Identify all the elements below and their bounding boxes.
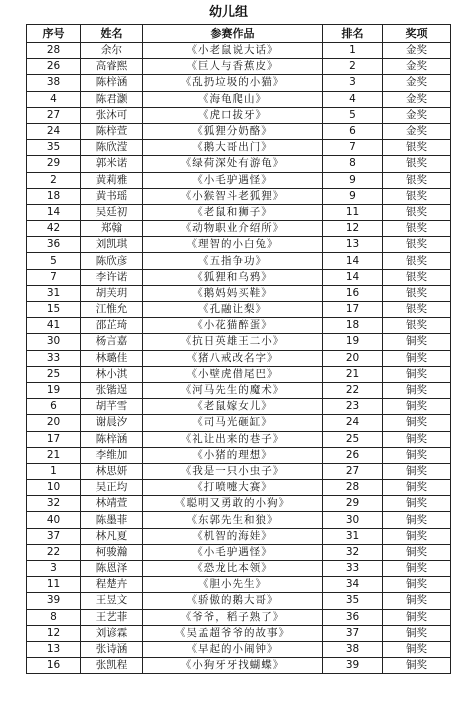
cell-award: 银奖 [383,140,451,156]
cell-serial: 38 [27,75,81,91]
table-row [27,188,451,204]
cell-rank: 27 [323,463,383,479]
table-row [27,59,451,75]
cell-name: 陈墨菲 [81,512,143,528]
cell-serial: 5 [27,253,81,269]
cell-serial: 41 [27,318,81,334]
table-row [27,609,451,625]
cell-rank: 8 [323,156,383,172]
cell-name: 刘凯琪 [81,237,143,253]
cell-work: 《猪八戒改名字》 [143,350,323,366]
cell-rank: 32 [323,544,383,560]
cell-award: 金奖 [383,91,451,107]
cell-award: 铜奖 [383,447,451,463]
table-row [27,480,451,496]
cell-rank: 36 [323,609,383,625]
cell-award: 金奖 [383,75,451,91]
cell-work: 《小壁虎借尾巴》 [143,366,323,382]
cell-work: 《小老鼠说大话》 [143,43,323,59]
cell-award: 金奖 [383,43,451,59]
cell-serial: 18 [27,188,81,204]
cell-name: 高睿熙 [81,59,143,75]
cell-name: 陈梓涵 [81,75,143,91]
cell-name: 余尔 [81,43,143,59]
cell-work: 《抗日英雄王二小》 [143,334,323,350]
cell-work: 《恐龙比本领》 [143,561,323,577]
cell-award: 银奖 [383,318,451,334]
cell-award: 银奖 [383,269,451,285]
cell-work: 《河马先生的魔术》 [143,382,323,398]
cell-serial: 1 [27,463,81,479]
table-row [27,399,451,415]
cell-name: 林凡夏 [81,528,143,544]
cell-work: 《狐狸分奶酪》 [143,123,323,139]
table-row [27,350,451,366]
cell-serial: 3 [27,561,81,577]
header-serial: 序号 [27,25,81,43]
table-row [27,658,451,674]
cell-work: 《小毛驴遇怪》 [143,172,323,188]
table-row [27,382,451,398]
cell-name: 李维加 [81,447,143,463]
cell-work: 《聪明又勇敢的小狗》 [143,496,323,512]
cell-name: 林靖萱 [81,496,143,512]
cell-work: 《孔融让梨》 [143,302,323,318]
table-row [27,75,451,91]
cell-rank: 33 [323,561,383,577]
header-work: 参赛作品 [143,25,323,43]
cell-award: 银奖 [383,172,451,188]
cell-serial: 8 [27,609,81,625]
cell-name: 林小淇 [81,366,143,382]
cell-award: 铜奖 [383,415,451,431]
cell-name: 吴廷初 [81,204,143,220]
cell-serial: 29 [27,156,81,172]
cell-serial: 21 [27,447,81,463]
header-name: 姓名 [81,25,143,43]
cell-rank: 9 [323,188,383,204]
cell-award: 金奖 [383,123,451,139]
cell-name: 程楚卉 [81,577,143,593]
cell-rank: 39 [323,658,383,674]
cell-name: 郭米诺 [81,156,143,172]
table-row [27,641,451,657]
cell-work: 《绿荷深处有游龟》 [143,156,323,172]
cell-name: 李许诺 [81,269,143,285]
cell-rank: 12 [323,221,383,237]
table-row [27,318,451,334]
cell-rank: 3 [323,75,383,91]
table-row [27,302,451,318]
cell-name: 张锴逞 [81,382,143,398]
cell-serial: 7 [27,269,81,285]
cell-serial: 39 [27,593,81,609]
cell-serial: 6 [27,399,81,415]
cell-serial: 2 [27,172,81,188]
table-row [27,107,451,123]
cell-work: 《小猴智斗老狐狸》 [143,188,323,204]
cell-work: 《我是一只小虫子》 [143,463,323,479]
cell-serial: 10 [27,480,81,496]
cell-work: 《老鼠嫁女儿》 [143,399,323,415]
cell-work: 《五指争功》 [143,253,323,269]
cell-award: 银奖 [383,253,451,269]
cell-award: 银奖 [383,302,451,318]
cell-name: 吴正均 [81,480,143,496]
cell-rank: 4 [323,91,383,107]
cell-serial: 22 [27,544,81,560]
table-row [27,625,451,641]
cell-serial: 12 [27,625,81,641]
cell-award: 铜奖 [383,577,451,593]
cell-work: 《胆小先生》 [143,577,323,593]
cell-serial: 28 [27,43,81,59]
table-row [27,463,451,479]
cell-name: 谢晨汐 [81,415,143,431]
cell-work: 《小狗牙牙找蝴蝶》 [143,658,323,674]
header-row [27,25,451,43]
cell-serial: 14 [27,204,81,220]
cell-award: 铜奖 [383,350,451,366]
table-row [27,91,451,107]
cell-name: 陈恩泽 [81,561,143,577]
cell-name: 柯骏瀚 [81,544,143,560]
cell-work: 《狐狸和乌鸦》 [143,269,323,285]
cell-work: 《爷爷，稻子熟了》 [143,609,323,625]
cell-award: 铜奖 [383,593,451,609]
cell-serial: 32 [27,496,81,512]
cell-name: 陈梓萱 [81,123,143,139]
cell-award: 金奖 [383,107,451,123]
cell-work: 《老鼠和狮子》 [143,204,323,220]
cell-award: 铜奖 [383,544,451,560]
cell-rank: 26 [323,447,383,463]
cell-work: 《鹅大哥出门》 [143,140,323,156]
cell-name: 陈梓涵 [81,431,143,447]
cell-work: 《骄傲的鹅大哥》 [143,593,323,609]
cell-serial: 33 [27,350,81,366]
cell-name: 王艺菲 [81,609,143,625]
table-row [27,512,451,528]
cell-work: 《司马光砸缸》 [143,415,323,431]
cell-serial: 19 [27,382,81,398]
cell-serial: 36 [27,237,81,253]
cell-work: 《机智的海娃》 [143,528,323,544]
cell-name: 胡芙玥 [81,285,143,301]
cell-name: 林思妍 [81,463,143,479]
table-row [27,577,451,593]
table-row [27,123,451,139]
cell-work: 《海龟爬山》 [143,91,323,107]
cell-name: 郑翰 [81,221,143,237]
cell-rank: 20 [323,350,383,366]
cell-name: 张诗涵 [81,641,143,657]
cell-serial: 13 [27,641,81,657]
cell-rank: 17 [323,302,383,318]
cell-rank: 21 [323,366,383,382]
header-award: 奖项 [383,25,451,43]
cell-award: 铜奖 [383,609,451,625]
cell-name: 陈欣滢 [81,140,143,156]
cell-serial: 20 [27,415,81,431]
cell-name: 王昱文 [81,593,143,609]
cell-name: 刘谚霖 [81,625,143,641]
header-rank: 排名 [323,25,383,43]
cell-award: 铜奖 [383,366,451,382]
cell-rank: 28 [323,480,383,496]
cell-name: 江惟允 [81,302,143,318]
cell-serial: 25 [27,366,81,382]
cell-rank: 30 [323,512,383,528]
cell-rank: 19 [323,334,383,350]
cell-award: 银奖 [383,221,451,237]
cell-rank: 14 [323,253,383,269]
cell-work: 《鹅妈妈买鞋》 [143,285,323,301]
table-row [27,447,451,463]
cell-rank: 11 [323,204,383,220]
cell-rank: 25 [323,431,383,447]
cell-award: 铜奖 [383,334,451,350]
table-row [27,204,451,220]
cell-work: 《早起的小闹钟》 [143,641,323,657]
cell-name: 陈欣彦 [81,253,143,269]
cell-serial: 27 [27,107,81,123]
table-row [27,561,451,577]
cell-serial: 30 [27,334,81,350]
cell-award: 铜奖 [383,658,451,674]
cell-work: 《吴孟超爷爷的故事》 [143,625,323,641]
cell-award: 铜奖 [383,382,451,398]
table-row [27,528,451,544]
cell-serial: 31 [27,285,81,301]
cell-serial: 15 [27,302,81,318]
cell-award: 铜奖 [383,480,451,496]
cell-work: 《乱扔垃圾的小猫》 [143,75,323,91]
cell-name: 陈君灏 [81,91,143,107]
cell-work: 《小毛驴遇怪》 [143,544,323,560]
cell-award: 银奖 [383,237,451,253]
cell-rank: 16 [323,285,383,301]
table-row [27,415,451,431]
table-row [27,221,451,237]
cell-serial: 40 [27,512,81,528]
table-row [27,140,451,156]
cell-work: 《小猪的理想》 [143,447,323,463]
cell-name: 张沐可 [81,107,143,123]
table-row [27,431,451,447]
cell-award: 铜奖 [383,625,451,641]
cell-work: 《巨人与香蕉皮》 [143,59,323,75]
cell-rank: 9 [323,172,383,188]
cell-award: 铜奖 [383,528,451,544]
cell-rank: 34 [323,577,383,593]
cell-award: 银奖 [383,156,451,172]
cell-award: 金奖 [383,59,451,75]
page-title: 幼儿组 [208,5,248,20]
cell-serial: 37 [27,528,81,544]
cell-work: 《理智的小白兔》 [143,237,323,253]
table-row [27,544,451,560]
cell-serial: 26 [27,59,81,75]
cell-rank: 37 [323,625,383,641]
cell-award: 银奖 [383,188,451,204]
cell-work: 《礼让出来的巷子》 [143,431,323,447]
cell-rank: 13 [323,237,383,253]
cell-rank: 38 [323,641,383,657]
cell-serial: 35 [27,140,81,156]
cell-award: 铜奖 [383,431,451,447]
cell-award: 铜奖 [383,463,451,479]
table-body [27,43,451,674]
cell-name: 黄莉雅 [81,172,143,188]
table-row [27,334,451,350]
cell-name: 杨言嘉 [81,334,143,350]
table-row [27,156,451,172]
cell-rank: 18 [323,318,383,334]
table-row [27,366,451,382]
table-row [27,593,451,609]
results-table [26,24,451,674]
cell-serial: 24 [27,123,81,139]
cell-serial: 17 [27,431,81,447]
cell-serial: 42 [27,221,81,237]
cell-rank: 6 [323,123,383,139]
cell-rank: 29 [323,496,383,512]
cell-rank: 7 [323,140,383,156]
cell-rank: 14 [323,269,383,285]
cell-rank: 22 [323,382,383,398]
cell-work: 《东郭先生和狼》 [143,512,323,528]
cell-award: 铜奖 [383,496,451,512]
cell-award: 银奖 [383,285,451,301]
cell-name: 张凯程 [81,658,143,674]
table-row [27,496,451,512]
cell-work: 《打喷嚏大赛》 [143,480,323,496]
table-row [27,253,451,269]
cell-rank: 35 [323,593,383,609]
cell-award: 铜奖 [383,561,451,577]
cell-work: 《虎口拔牙》 [143,107,323,123]
cell-rank: 5 [323,107,383,123]
cell-rank: 31 [323,528,383,544]
cell-rank: 1 [323,43,383,59]
cell-name: 邵芷琦 [81,318,143,334]
cell-serial: 16 [27,658,81,674]
cell-rank: 24 [323,415,383,431]
cell-work: 《动物职业介绍所》 [143,221,323,237]
cell-rank: 23 [323,399,383,415]
cell-name: 黄书瑶 [81,188,143,204]
cell-name: 胡芊雪 [81,399,143,415]
cell-award: 铜奖 [383,641,451,657]
table-row [27,285,451,301]
cell-award: 银奖 [383,204,451,220]
table-row [27,172,451,188]
cell-award: 铜奖 [383,512,451,528]
cell-award: 铜奖 [383,399,451,415]
cell-rank: 2 [323,59,383,75]
table-row [27,43,451,59]
cell-serial: 4 [27,91,81,107]
cell-work: 《小花猫醉蛋》 [143,318,323,334]
table-row [27,269,451,285]
table-row [27,237,451,253]
cell-serial: 11 [27,577,81,593]
cell-name: 林璐佳 [81,350,143,366]
